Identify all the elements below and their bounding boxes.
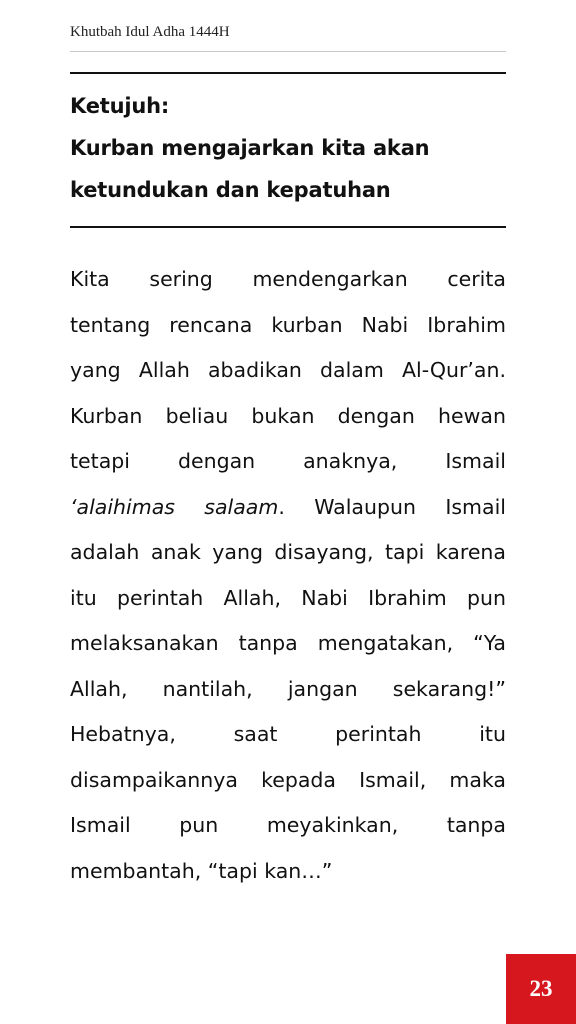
- word: Ismail,: [359, 767, 427, 792]
- word: meyakinkan,: [266, 813, 399, 837]
- word: tentang: [70, 312, 151, 337]
- word: dengan: [177, 449, 256, 473]
- word: Nabi: [301, 585, 348, 610]
- section-label: Ketujuh:: [70, 94, 170, 118]
- word: kepada: [261, 767, 336, 792]
- word: tanpa: [446, 813, 506, 837]
- word: mengatakan,: [317, 631, 454, 655]
- word: disayang,: [274, 540, 374, 564]
- text-line: [70, 576, 506, 622]
- word: nantilah,: [162, 676, 253, 701]
- word: maka: [449, 767, 506, 792]
- word: perintah: [335, 722, 422, 746]
- header-divider: [70, 51, 506, 52]
- word: pun: [467, 585, 506, 610]
- section-title-line-1: Kurban mengajarkan kita akan: [70, 136, 430, 160]
- word: “Ya: [473, 631, 506, 655]
- italic-word: ‘alaihimas: [70, 494, 175, 519]
- text-line: [70, 803, 506, 849]
- running-header: Khutbah Idul Adha 1444H: [70, 24, 230, 40]
- word: mendengarkan: [252, 267, 408, 291]
- punctuation: .: [278, 494, 285, 519]
- word: cerita: [447, 267, 506, 291]
- word: dalam: [320, 358, 384, 382]
- word: pun: [179, 813, 219, 837]
- page-number-badge: 23: [506, 954, 576, 1024]
- word: saat: [233, 722, 278, 746]
- text-line: [70, 439, 506, 485]
- word: Hebatnya,: [70, 722, 176, 746]
- text-line: [70, 621, 506, 667]
- word: tanpa: [238, 631, 298, 655]
- word: itu: [479, 722, 506, 746]
- word: itu: [70, 585, 97, 610]
- word: Allah,: [70, 676, 128, 701]
- word: jangan: [287, 676, 358, 701]
- word: Ibrahim: [368, 585, 447, 610]
- word: Kurban: [70, 403, 143, 428]
- section-title-line-2: ketundukan dan kepatuhan: [70, 178, 391, 202]
- italic-word: salaam: [204, 494, 279, 519]
- word: tetapi: [70, 449, 130, 473]
- word: karena: [435, 540, 506, 564]
- text-line: [70, 303, 506, 349]
- word: rencana: [169, 312, 253, 337]
- word: yang: [212, 540, 263, 564]
- word: Ismail: [445, 449, 506, 473]
- word: Walaupun: [314, 494, 416, 519]
- word: Allah: [138, 358, 190, 382]
- word: sekarang!”: [392, 676, 506, 701]
- word: Ismail: [70, 813, 131, 837]
- word: anak: [150, 540, 201, 564]
- word: Kita: [70, 267, 110, 291]
- word: yang: [70, 358, 121, 382]
- text-line: [70, 257, 506, 303]
- word-group: [204, 485, 285, 531]
- word: Allah,: [223, 585, 282, 610]
- word: sering: [149, 267, 213, 291]
- word: bukan: [251, 403, 315, 428]
- word: tapi: [385, 540, 425, 564]
- text-line: [70, 394, 506, 440]
- word: disampaikannya: [70, 767, 238, 792]
- word: perintah: [116, 585, 204, 610]
- text-line: [70, 758, 506, 804]
- word: Ibrahim: [427, 312, 506, 337]
- word: kurban: [271, 312, 343, 337]
- body-paragraph: [70, 257, 506, 894]
- word: melaksanakan: [70, 631, 219, 655]
- word: Al-Qur’an.: [401, 358, 506, 382]
- section-heading: [70, 72, 506, 228]
- word: dengan: [337, 403, 415, 428]
- text-line: [70, 348, 506, 394]
- text-line: [70, 712, 506, 758]
- word: anaknya,: [303, 449, 398, 473]
- word: adalah: [70, 540, 140, 564]
- word: Nabi: [361, 312, 409, 337]
- word: abadikan: [207, 358, 302, 382]
- word: beliau: [165, 403, 229, 428]
- text-line-last: membantah, “tapi kan…”: [70, 858, 333, 883]
- word: Ismail: [445, 494, 506, 519]
- text-line: [70, 667, 506, 713]
- word: hewan: [438, 403, 506, 428]
- text-line: [70, 485, 506, 531]
- text-line: [70, 530, 506, 576]
